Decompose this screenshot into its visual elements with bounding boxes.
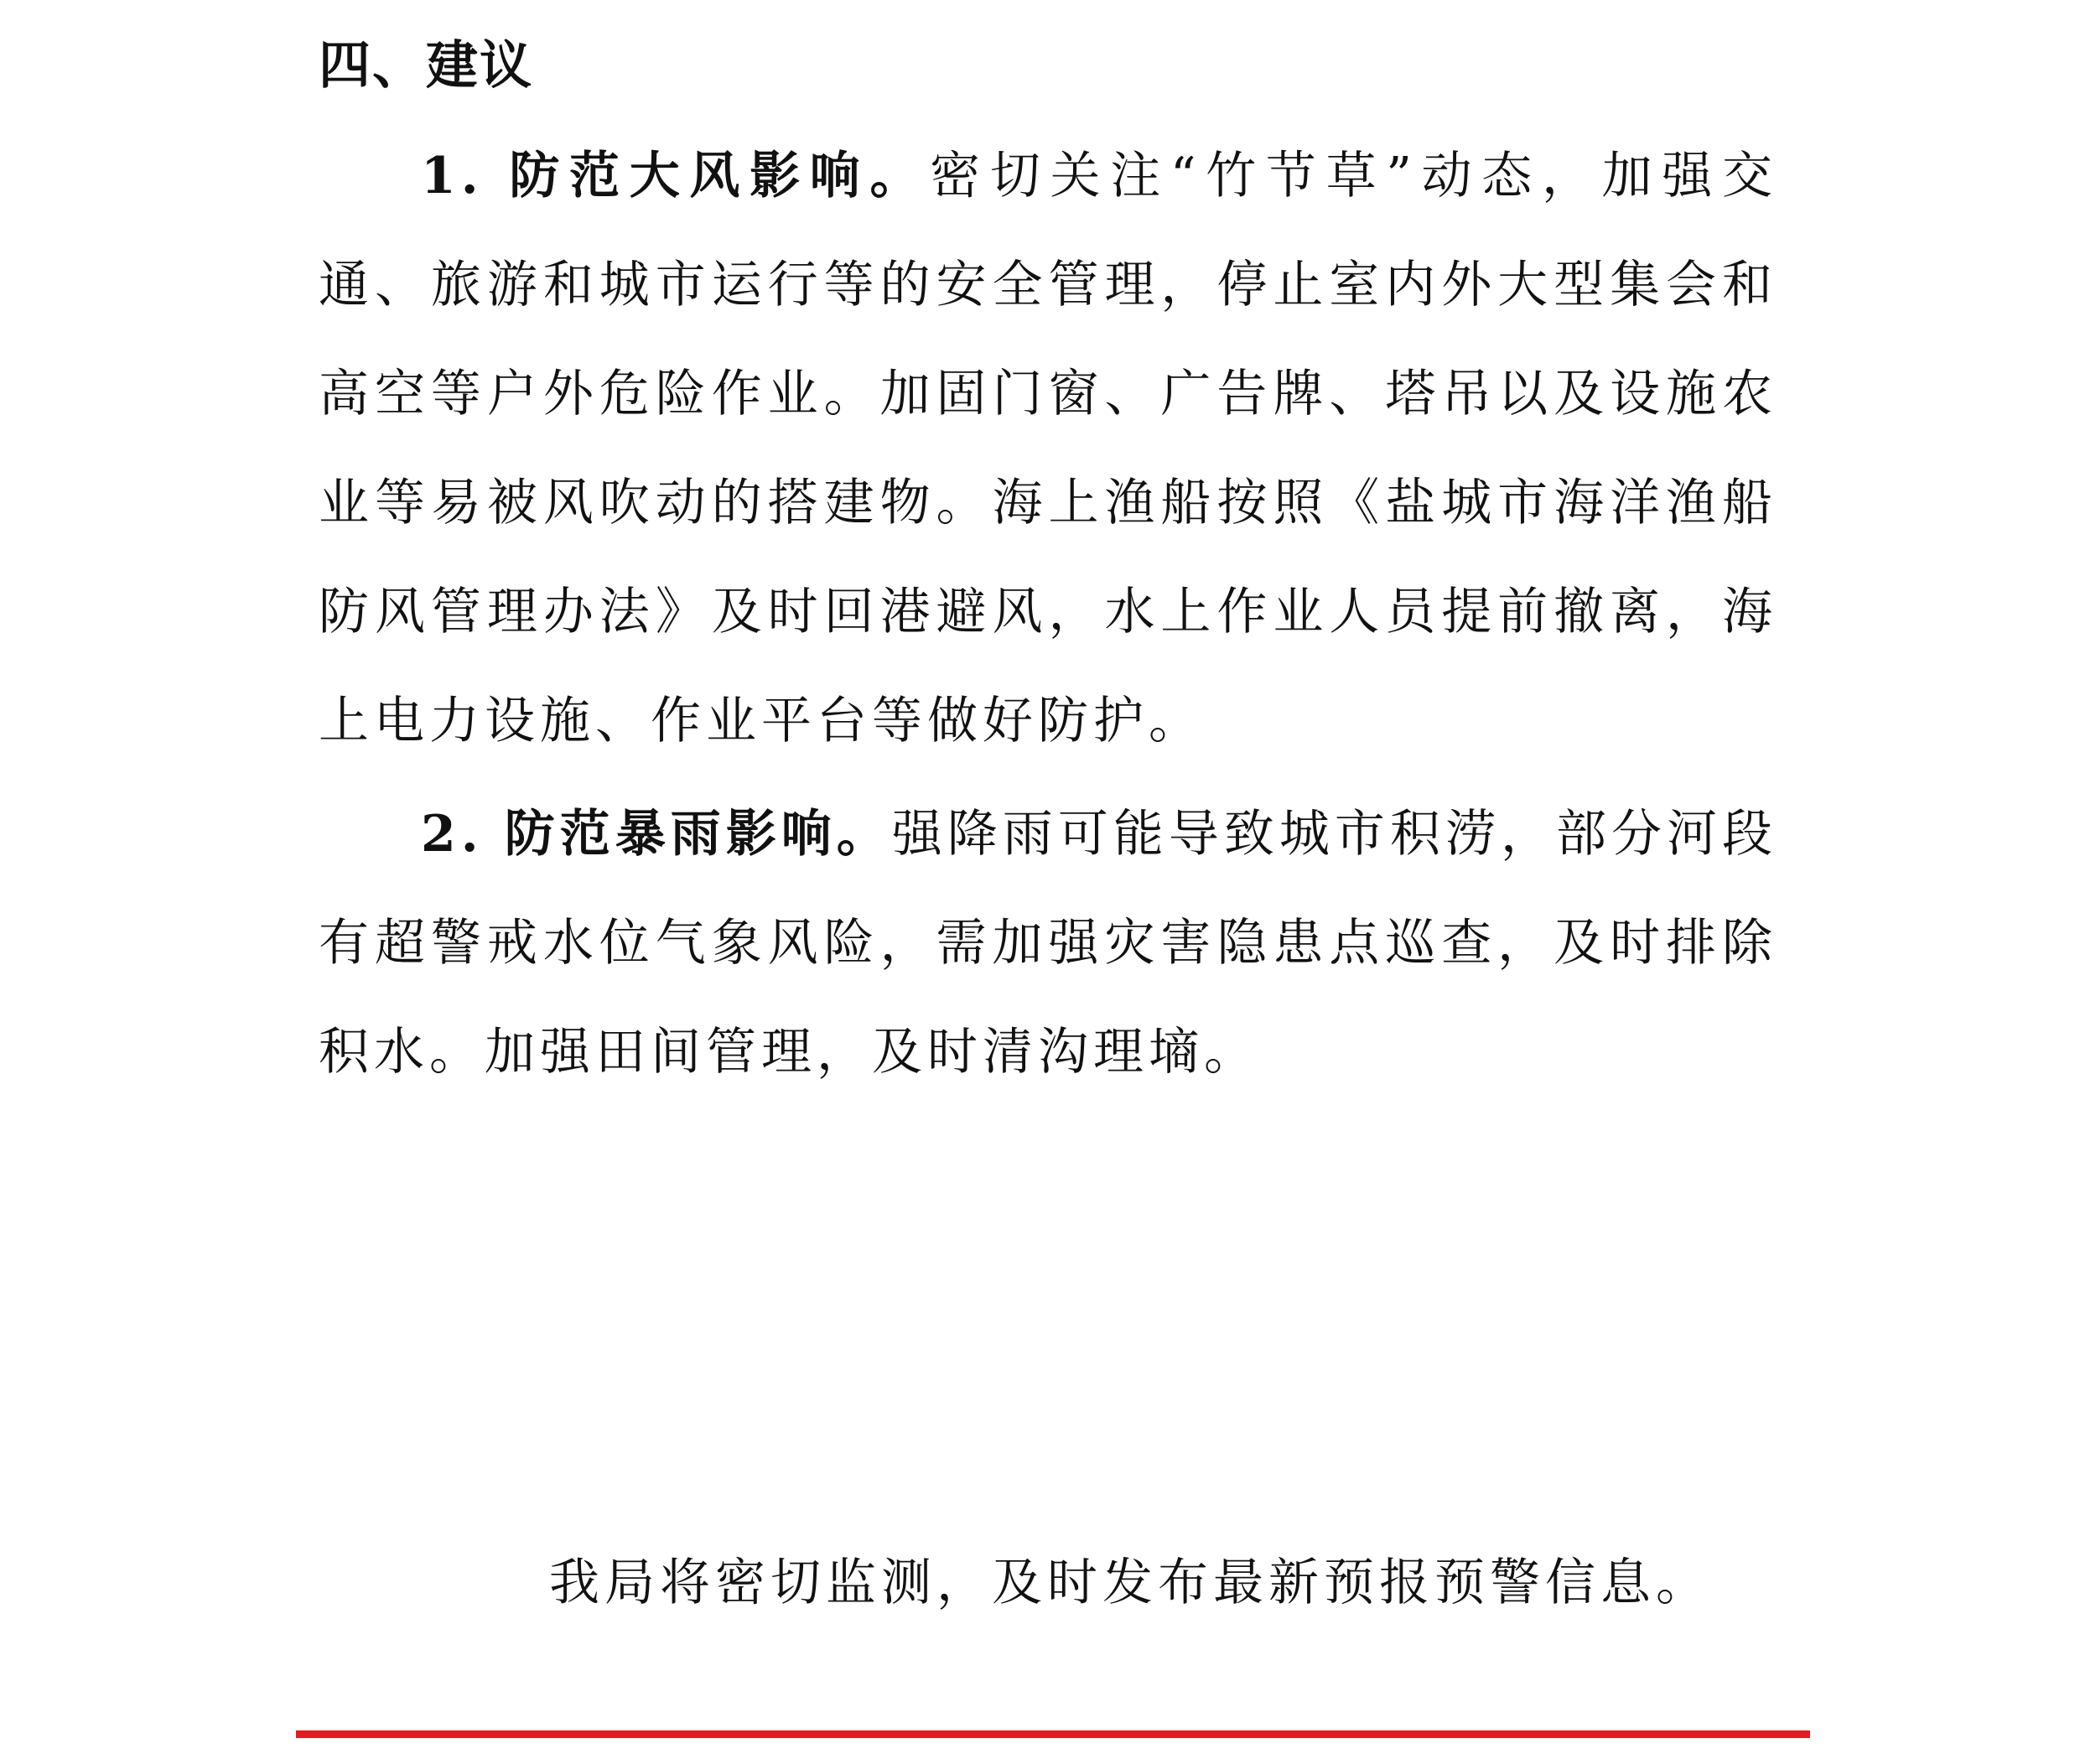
item-lead: 防范大风影响。 <box>509 147 931 205</box>
red-divider <box>296 1730 1810 1738</box>
item-lead: 防范暴雨影响。 <box>504 805 892 864</box>
item-text: 强降雨可能导致城市积涝，部分河段有超警戒水位气象风险，需加强灾害隐患点巡查，及时排除积水。加强田间管理，及时清沟理墒。 <box>319 805 1778 1082</box>
suggestion-item-rain <box>319 780 1777 1107</box>
closing-statement: 我局将密切监测，及时发布最新预报预警信息。 <box>549 1554 1711 1612</box>
item-number: 1. <box>421 147 484 205</box>
section-heading: 四、建议 <box>319 34 534 96</box>
item-number: 2. <box>421 805 484 864</box>
item-text: 密切关注“竹节草”动态，加强交通、旅游和城市运行等的安全管理，停止室内外大型集会和高空等户外危险作业。加固门窗、广告牌、塔吊以及设施农业等易被风吹动的搭建物。海上渔船按照《盐城市海洋渔船防风管理办法》及时回港避风，水上作业人员提前撤离，海上电力设施、作业平台等做好防护。 <box>319 147 1777 750</box>
suggestion-item-wind <box>319 122 1777 776</box>
